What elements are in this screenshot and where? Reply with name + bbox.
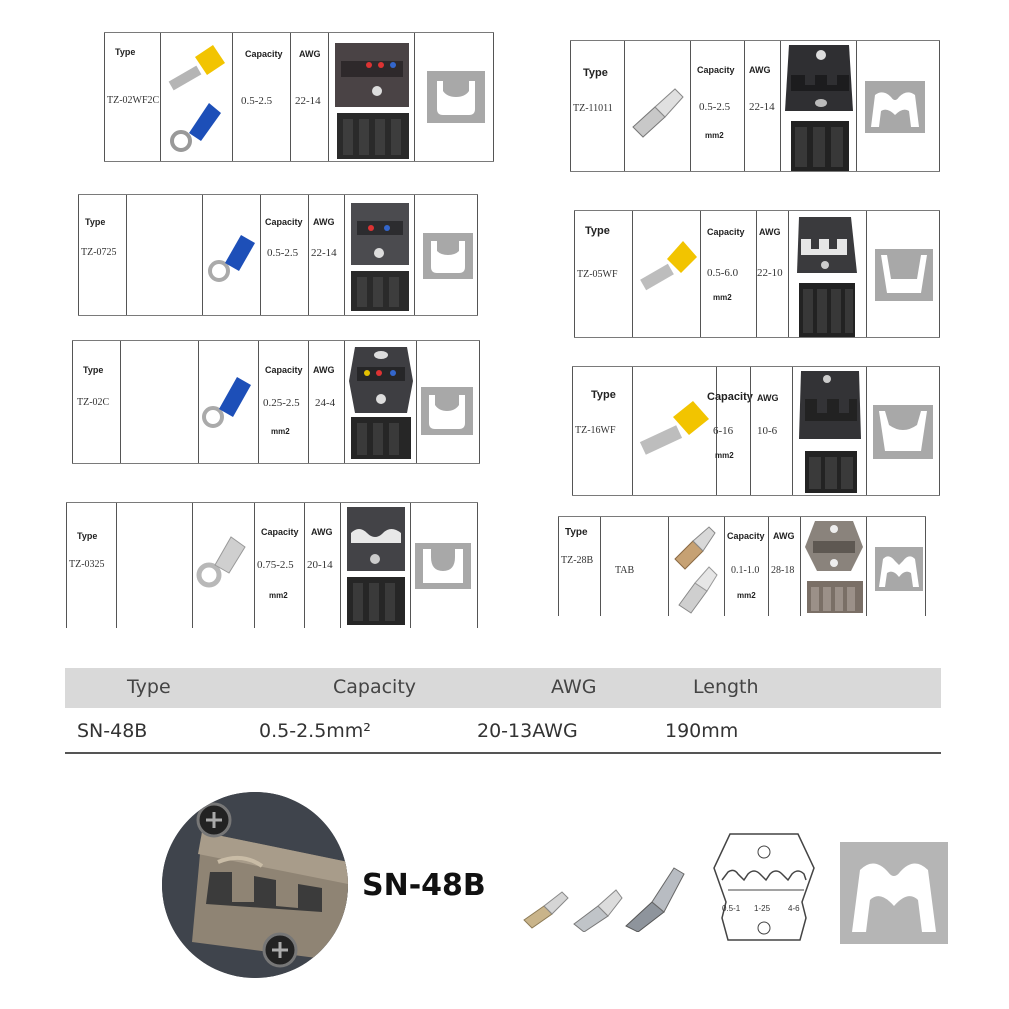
type-cell xyxy=(66,503,116,628)
awg-value: 22-14 xyxy=(295,95,321,107)
awg-cell xyxy=(750,367,792,495)
awg-cell xyxy=(308,195,344,315)
awg-label: AWG xyxy=(749,65,771,75)
type-cell xyxy=(104,33,160,161)
awg-label: AWG xyxy=(299,49,321,59)
awg-value: 28-18 xyxy=(771,565,795,576)
die-card-tz-16wf xyxy=(572,366,940,496)
profile-cell xyxy=(866,517,926,616)
model-name: TZ-11011 xyxy=(573,103,613,114)
capacity-cell xyxy=(260,195,308,315)
type-label: Type xyxy=(85,217,106,227)
capacity-label: Capacity xyxy=(261,527,299,537)
capacity-value: 0.25-2.5 xyxy=(263,397,300,409)
capacity-label: Capacity xyxy=(727,531,765,541)
spec-table-header xyxy=(65,668,941,708)
die-photo xyxy=(340,503,410,628)
capacity-cell xyxy=(707,367,753,495)
awg-label: AWG xyxy=(773,531,795,541)
die-photo xyxy=(788,211,866,337)
die-label-1: 0.5-1 xyxy=(722,904,741,913)
model-name: TZ-05WF xyxy=(577,269,618,280)
profile-cell xyxy=(410,503,478,628)
blank-cell xyxy=(120,341,198,463)
type-label: Type xyxy=(585,225,610,237)
crimp-profile-icon xyxy=(421,387,473,435)
crimp-profile-icon xyxy=(423,233,473,279)
type-cell xyxy=(570,41,624,171)
profile-cell xyxy=(866,211,940,337)
awg-cell xyxy=(308,341,344,463)
die-label-2: 1-25 xyxy=(754,904,771,913)
capacity-label: Capacity xyxy=(707,391,753,403)
type-label: Type xyxy=(591,389,616,401)
value-type: SN-48B xyxy=(77,720,148,742)
type-cell xyxy=(558,517,600,616)
type-cell xyxy=(572,367,632,495)
profile-cell xyxy=(416,341,480,463)
terminal-image xyxy=(632,211,700,337)
header-awg: AWG xyxy=(551,676,597,698)
capacity-unit: mm2 xyxy=(705,131,724,140)
terminal-image xyxy=(668,517,724,616)
value-length: 190mm xyxy=(665,720,739,742)
awg-cell xyxy=(768,517,800,616)
die-card-tz-02c xyxy=(72,340,480,464)
awg-cell xyxy=(744,41,780,171)
crimp-profile-icon xyxy=(873,405,933,459)
type-cell xyxy=(574,211,632,337)
awg-value: 20-14 xyxy=(307,559,333,571)
capacity-cell xyxy=(232,33,290,161)
capacity-value: 0.75-2.5 xyxy=(257,559,294,571)
spec-table xyxy=(65,668,941,756)
capacity-value: 0.5-2.5 xyxy=(241,95,273,107)
terminal-image xyxy=(192,503,254,628)
product-name: SN-48B xyxy=(362,868,486,903)
capacity-cell xyxy=(258,341,308,463)
capacity-label: Capacity xyxy=(265,365,303,375)
capacity-cell xyxy=(254,503,304,628)
header-capacity: Capacity xyxy=(333,676,417,698)
awg-cell xyxy=(756,211,788,337)
type-label: Type xyxy=(77,531,98,541)
model-name: TZ-16WF xyxy=(575,425,616,436)
profile-cell xyxy=(866,367,940,495)
awg-label: AWG xyxy=(757,393,779,403)
crimp-profile-icon xyxy=(840,842,948,944)
awg-label: AWG xyxy=(313,217,335,227)
model-name: TZ-28B xyxy=(561,555,594,566)
crimp-profile-icon xyxy=(415,543,471,589)
type-label: Type xyxy=(115,47,136,57)
awg-cell xyxy=(304,503,340,628)
profile-cell xyxy=(856,41,940,171)
capacity-label: Capacity xyxy=(245,49,283,59)
type-cell xyxy=(72,341,120,463)
type-label: Type xyxy=(83,365,104,375)
capacity-unit: mm2 xyxy=(271,427,290,436)
profile-cell xyxy=(414,33,494,161)
model-name: TZ-0325 xyxy=(69,559,105,570)
blank-cell xyxy=(126,195,202,315)
terminal-image xyxy=(202,195,260,315)
die-label-3: 4-6 xyxy=(788,904,800,913)
capacity-label: Capacity xyxy=(707,227,745,237)
capacity-value: 0.5-6.0 xyxy=(707,267,739,279)
die-photo xyxy=(328,33,414,161)
terminal-image xyxy=(632,367,716,495)
die-card-tz-0325 xyxy=(66,502,478,628)
model-name: TZ-02C xyxy=(77,397,110,408)
awg-value: 22-14 xyxy=(749,101,775,113)
terminals-photo xyxy=(518,848,698,932)
awg-value: 22-10 xyxy=(757,267,783,279)
capacity-label: Capacity xyxy=(265,217,303,227)
capacity-value: 0.1-1.0 xyxy=(731,565,760,576)
model-name: TZ-0725 xyxy=(81,247,117,258)
type-cell xyxy=(78,195,126,315)
value-capacity: 0.5-2.5mm² xyxy=(259,720,371,742)
type-label: Type xyxy=(565,527,588,538)
die-closeup-photo xyxy=(162,792,348,978)
capacity-cell xyxy=(700,211,756,337)
crimp-profile-icon xyxy=(427,71,485,123)
die-card-tz-11011 xyxy=(570,40,940,172)
profile-cell xyxy=(414,195,478,315)
awg-cell xyxy=(290,33,328,161)
awg-value: 10-6 xyxy=(757,425,778,437)
value-awg: 20-13AWG xyxy=(477,720,578,742)
table-divider xyxy=(65,752,941,754)
type-label: Type xyxy=(583,67,608,79)
die-card-tz-05wf xyxy=(574,210,940,338)
capacity-value: 0.5-2.5 xyxy=(699,101,731,113)
capacity-label: Capacity xyxy=(697,65,735,75)
capacity-unit: mm2 xyxy=(715,451,734,460)
capacity-unit: mm2 xyxy=(737,591,756,600)
header-length: Length xyxy=(693,676,759,698)
model-name: TZ-02WF2C xyxy=(107,95,160,106)
capacity-value: 6-16 xyxy=(713,425,734,437)
die-diagram xyxy=(708,828,820,948)
die-card-tz-0725 xyxy=(78,194,478,316)
crimp-profile-icon xyxy=(875,547,923,591)
capacity-value: 0.5-2.5 xyxy=(267,247,299,259)
die-photo xyxy=(344,195,414,315)
terminal-image xyxy=(160,33,232,161)
terminal-image xyxy=(624,41,690,171)
crimp-profile-icon xyxy=(865,81,925,133)
die-photo xyxy=(800,517,866,616)
blank-cell xyxy=(116,503,192,628)
die-photo xyxy=(780,41,856,171)
terminal-kind: TAB xyxy=(615,565,635,576)
header-type: Type xyxy=(127,676,171,698)
awg-value: 22-14 xyxy=(311,247,337,259)
capacity-unit: mm2 xyxy=(269,591,288,600)
awg-label: AWG xyxy=(311,527,333,537)
awg-label: AWG xyxy=(759,227,781,237)
awg-value: 24-4 xyxy=(315,397,336,409)
die-photo xyxy=(344,341,416,463)
capacity-cell xyxy=(724,517,768,616)
die-card-tz-02wf2c xyxy=(104,32,494,162)
extra-cell xyxy=(600,517,668,616)
terminal-image xyxy=(198,341,258,463)
awg-label: AWG xyxy=(313,365,335,375)
die-card-tz-28b xyxy=(558,516,926,616)
crimp-profile-icon xyxy=(875,249,933,301)
capacity-unit: mm2 xyxy=(713,293,732,302)
capacity-cell xyxy=(690,41,744,171)
die-photo xyxy=(792,367,866,495)
